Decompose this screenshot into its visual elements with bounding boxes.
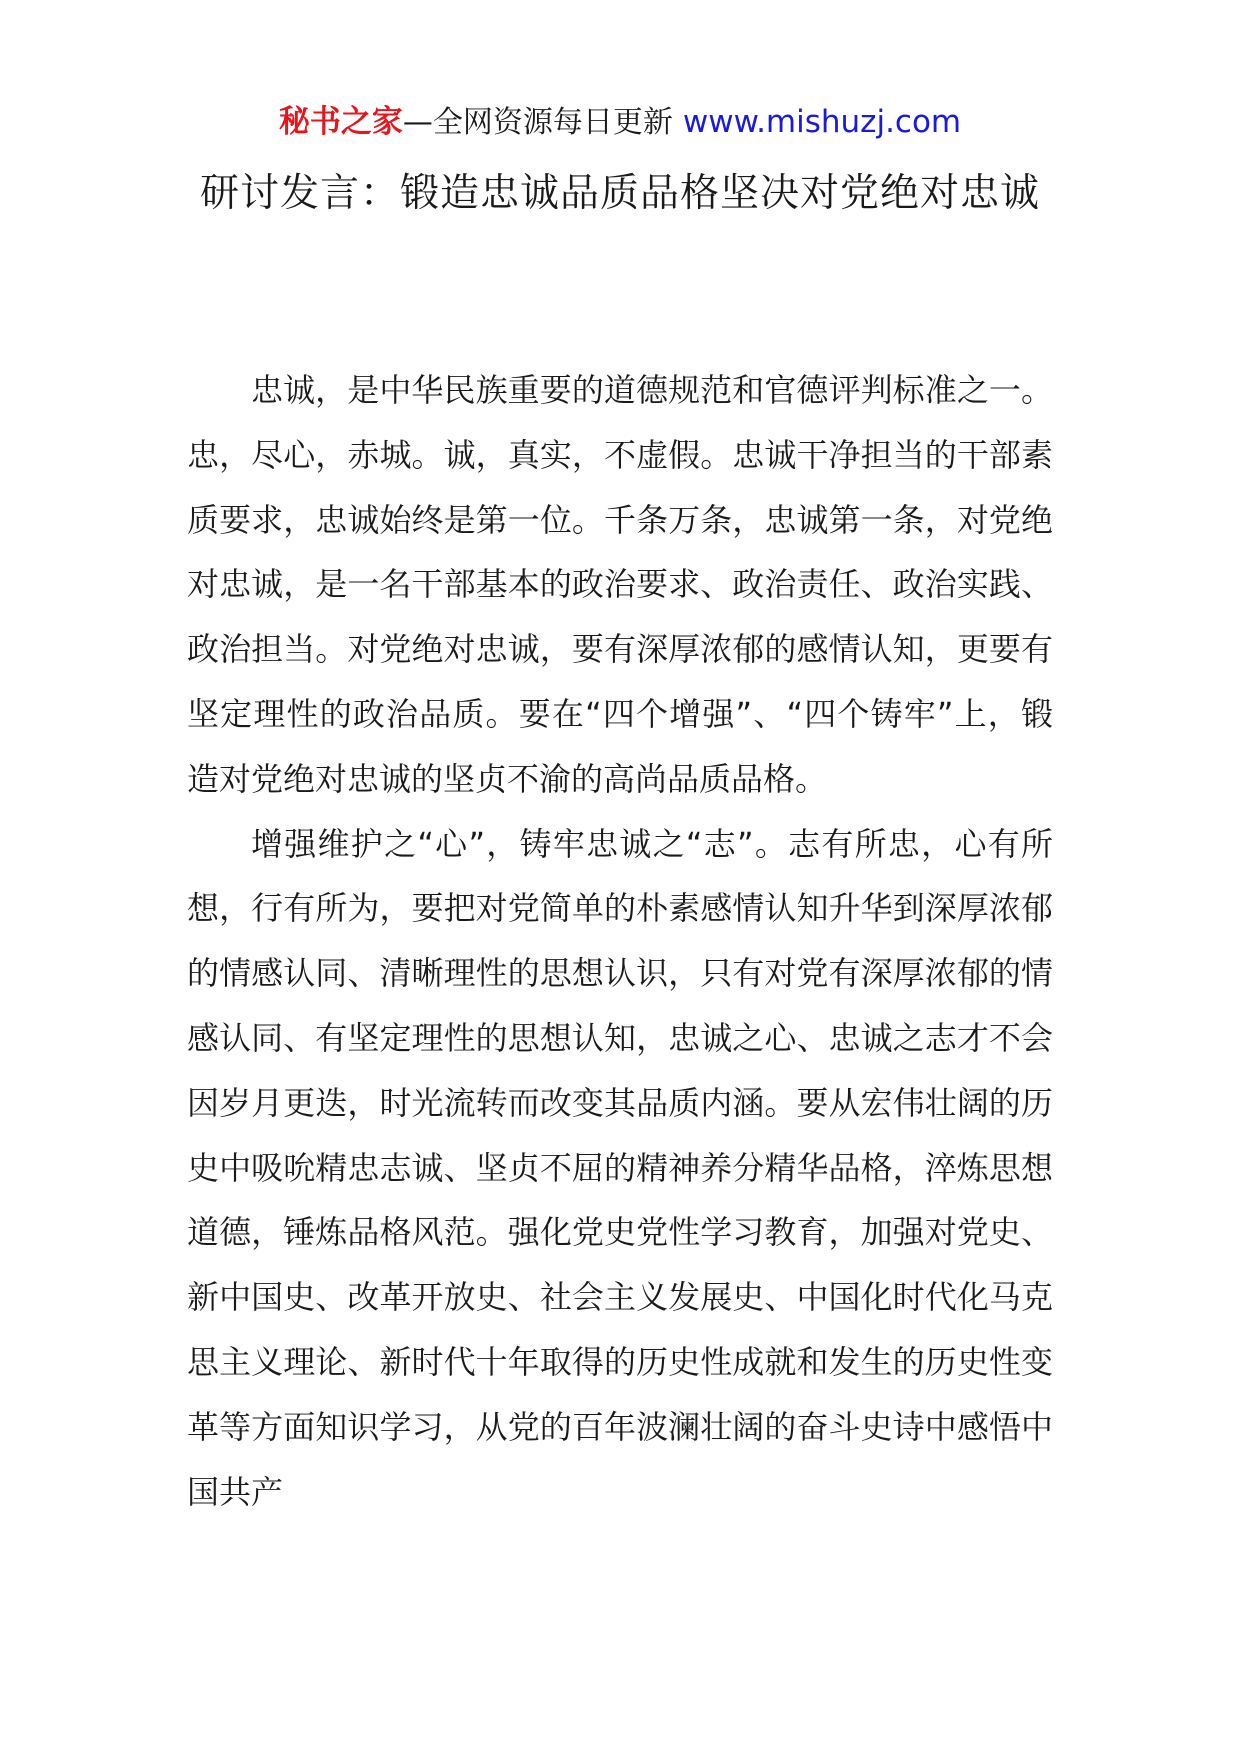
paragraph: 增强维护之“心”，铸牢忠诚之“志”。志有所忠，心有所想，行有所为，要把对党简单的朴素感情认知升华到深厚浓郁的情感认同、清晰理性的思想认识，只有对党有深厚浓郁的情感认同、有坚定理性的思想认知，忠诚之心、忠诚之志才不会因岁月更迭，时光流转而改变其品质内涵。要从宏伟壮阔的历史中吸吮精忠志诚、坚贞不屈的精神养分精华品格，淬炼思想道德，锤炼品格风范。强化党史党性学习教育，加强对党史、新中国史、改革开放史、社会主义发展史、中国化时代化马克思主义理论、新时代十年取得的历史性成就和发生的历史性变革等方面知识学习，从党的百年波澜壮阔的奋斗史诗中感悟中国共产 (187, 824, 1053, 1511)
site-header (0, 100, 1240, 145)
document-body (187, 358, 1053, 1524)
document-title: 研讨发言：锻造忠诚品质品格坚决对党绝对忠诚 (199, 171, 1040, 216)
site-slogan: —全网资源每日更新 (402, 105, 673, 140)
paragraph: 忠诚，是中华民族重要的道德规范和官德评判标准之一。忠，尽心，赤城。诚，真实，不虚假。忠诚干净担当的干部素质要求，忠诚始终是第一位。千条万条，忠诚第一条，对党绝对忠诚，是一名干部基本的政治要求、政治责任、政治实践、政治担当。对党绝对忠诚，要有深厚浓郁的感情认知，更要有坚定理性的政治品质。要在“四个增强”、“四个铸牢”上，锻造对党绝对忠诚的坚贞不渝的高尚品质品格。 (187, 371, 1053, 798)
brand-name: 秘书之家 (278, 104, 403, 140)
site-url-link[interactable]: www.mishuzj.com (682, 104, 962, 140)
